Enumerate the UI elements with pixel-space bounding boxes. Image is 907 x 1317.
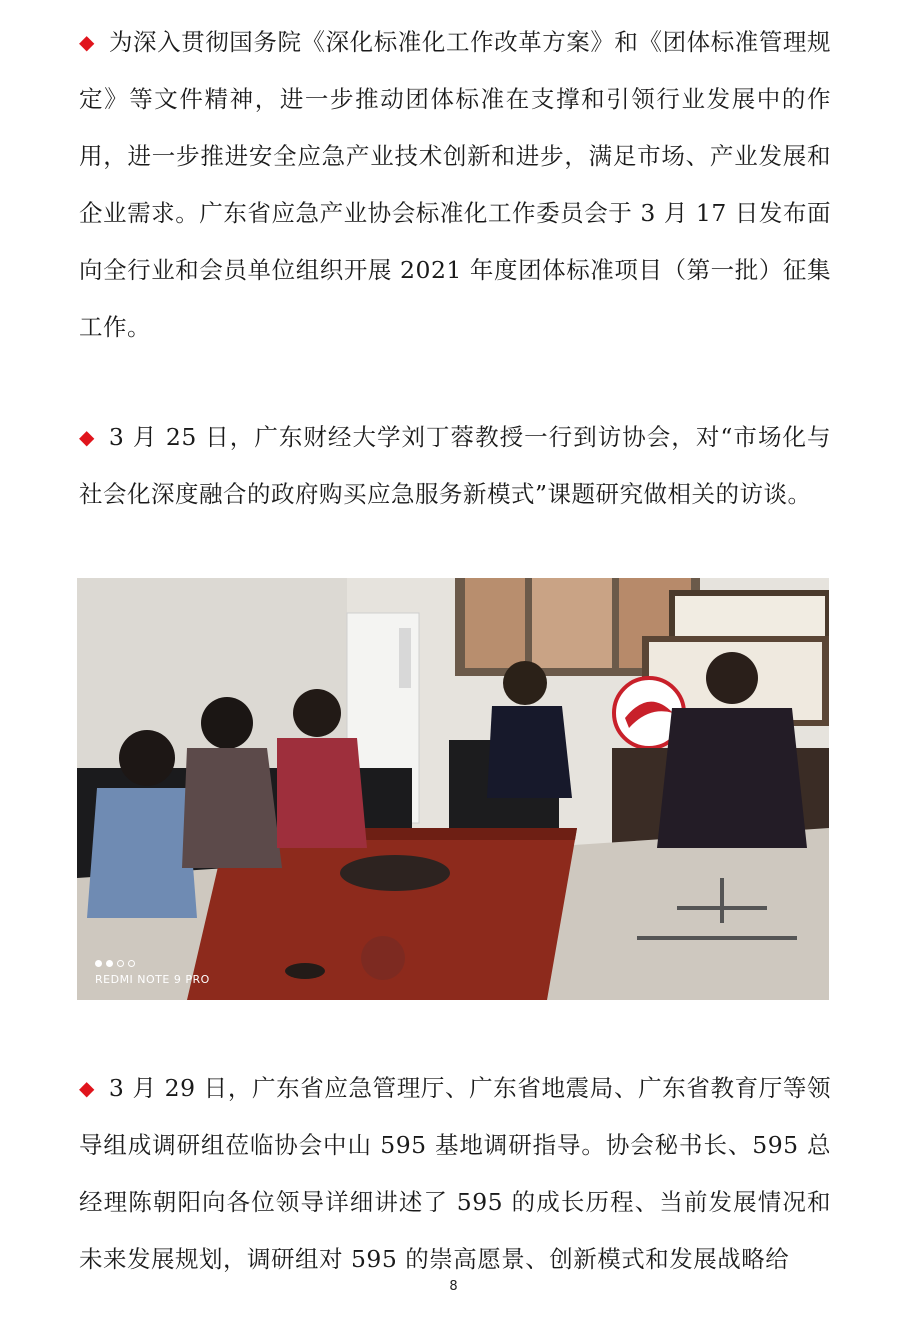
paragraph-text: 3 月 29 日，广东省应急管理厅、广东省地震局、广东省教育厅等领导组成调研组莅临协会中山 595 基地调研指导。协会秘书长、595 总经理陈朝阳向各位领导详细讲述了 595 的成长历程、当前发展情况和未来发展规划，调研组对 595 的崇高愿景、创新模式和发展战略给: [79, 1074, 831, 1273]
meeting-photo-illustration: [77, 578, 829, 1000]
paragraph-text: 3 月 25 日，广东财经大学刘丁蓉教授一行到访协会，对“市场化与社会化深度融合的政府购买应急服务新模式”课题研究做相关的访谈。: [79, 423, 831, 508]
page-number: 8: [449, 1279, 458, 1294]
camera-watermark: [95, 960, 210, 986]
watermark-dots-icon: [95, 960, 210, 967]
red-diamond-bullet-icon: ◆: [79, 425, 95, 449]
paragraph-research-visit: [79, 1060, 831, 1288]
paragraph-text: 为深入贯彻国务院《深化标准化工作改革方案》和《团体标准管理规定》等文件精神，进一步推动团体标准在支撑和引领行业发展中的作用，进一步推进安全应急产业技术创新和进步，满足市场、产业发展和企业需求。广东省应急产业协会标准化工作委员会于 3 月 17 日发布面向全行业和会员单位组织开展 2021 年度团体标准项目（第一批）征集工作。: [79, 28, 831, 341]
paragraph-university-visit: [79, 409, 831, 523]
watermark-text: REDMI NOTE 9 PRO: [95, 973, 210, 986]
paragraph-standards-collection: [79, 14, 831, 356]
red-diamond-bullet-icon: ◆: [79, 1076, 95, 1100]
red-diamond-bullet-icon: ◆: [79, 30, 95, 54]
meeting-photo: [77, 578, 829, 1000]
